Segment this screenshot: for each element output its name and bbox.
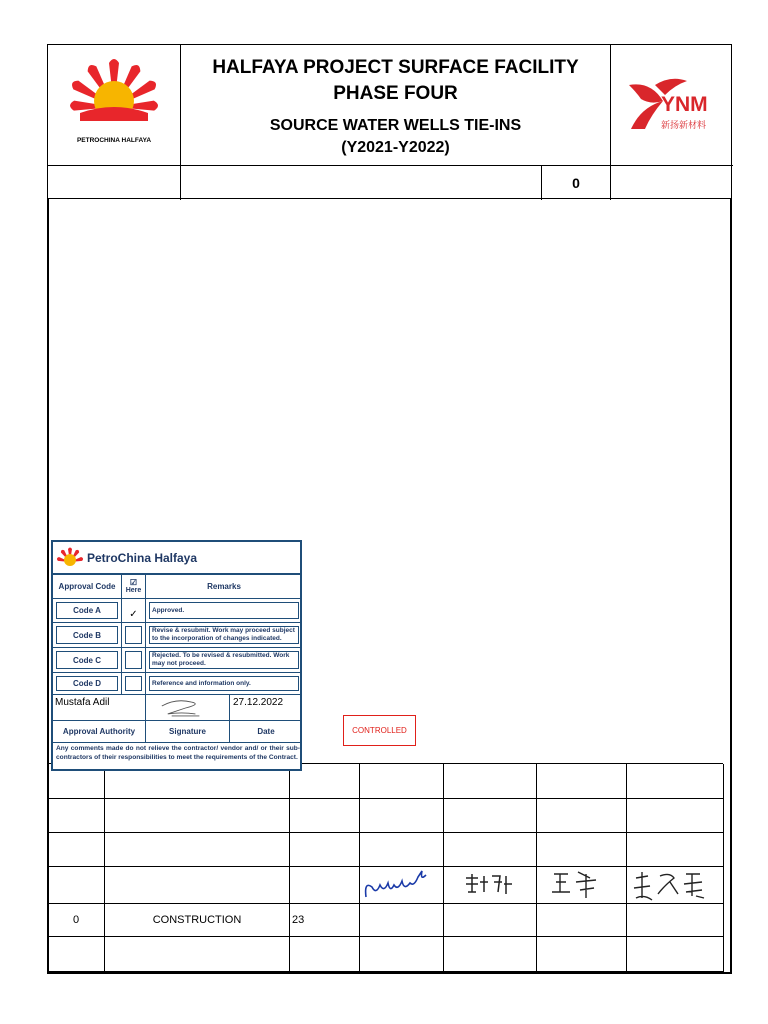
date-cell: 23	[292, 914, 305, 926]
ynm-logo	[611, 45, 733, 165]
stamp-label-row	[53, 721, 300, 743]
divider	[104, 764, 105, 971]
revision-table	[47, 763, 723, 971]
stamp-remark: Approved.	[149, 602, 299, 619]
signature-field	[146, 695, 230, 720]
document-title: SOURCE WATER WELLS TIE-INS	[269, 117, 522, 134]
signature-3	[540, 868, 623, 900]
stamp-remark: Revise & resubmit. Work may proceed subject to the incorporation of changes indicated.	[149, 626, 299, 644]
stamp-row-d	[53, 673, 300, 695]
logo-caption: PETROCHINA HALFAYA	[76, 137, 152, 144]
label-date: Date	[257, 727, 275, 736]
divider	[48, 832, 724, 833]
page-border-bottom	[47, 972, 732, 974]
stamp-col-code: Approval Code	[53, 575, 122, 598]
stamp-remark: Rejected. To be revised & resubmitted. Work may not proceed.	[149, 651, 299, 669]
signature-1	[360, 867, 443, 903]
label-signature: Signature	[146, 721, 230, 742]
stamp-col-remarks: Remarks	[207, 582, 241, 591]
divider	[48, 798, 724, 799]
stamp-code: Code A	[56, 602, 118, 619]
stamp-row-a	[53, 599, 300, 623]
divider	[536, 764, 537, 971]
stamp-column-header	[53, 575, 300, 599]
divider	[48, 165, 733, 166]
stamp-footnote: Any comments made do not relieve the contractor/ vendor and/ or their sub-contractors of their responsibilities to meet the requirements of the Contract.	[56, 745, 300, 761]
tick-mark-icon: ✓	[122, 599, 146, 622]
petrochina-small-icon	[57, 546, 83, 570]
controlled-stamp: CONTROLLED	[343, 715, 416, 746]
checkbox-icon: ☑	[129, 577, 138, 587]
authority-name: Mustafa Adil	[53, 695, 146, 720]
signature-4	[630, 868, 723, 902]
stamp-row-b	[53, 623, 300, 648]
signature-2	[448, 870, 531, 900]
approval-date: 27.12.2022	[233, 697, 284, 708]
stamp-row-c	[53, 648, 300, 673]
stamp-header	[53, 542, 300, 575]
divider	[723, 764, 724, 971]
project-title: HALFAYA PROJECT SURFACE FACILITY	[212, 57, 579, 78]
ynm-logo-text: YNM	[661, 93, 708, 116]
petrochina-emblem-icon	[48, 45, 180, 145]
revision-cell: 0	[72, 914, 80, 926]
stamp-code: Code C	[56, 651, 118, 669]
checkbox-empty	[125, 651, 142, 669]
ynm-logo-cn: 新扬新材料	[661, 120, 707, 130]
description-cell: CONSTRUCTION	[152, 914, 242, 926]
stamp-signature	[146, 696, 229, 720]
stamp-remark: Reference and information only.	[149, 676, 299, 691]
divider	[626, 764, 627, 971]
petrochina-logo	[48, 45, 180, 165]
project-phase: PHASE FOUR	[333, 83, 458, 104]
label-authority: Approval Authority	[53, 721, 146, 742]
checkbox-empty	[125, 626, 142, 644]
divider	[289, 764, 290, 971]
revision-number: 0	[572, 174, 580, 191]
stamp-col-tick: Here	[125, 586, 142, 594]
divider	[443, 764, 444, 971]
stamp-code: Code B	[56, 626, 118, 644]
divider	[48, 971, 724, 972]
stamp-company: PetroChina Halfaya	[87, 551, 198, 565]
stamp-code: Code D	[56, 676, 118, 691]
divider	[48, 936, 724, 937]
title-block	[47, 44, 732, 199]
stamp-authority-row	[53, 695, 300, 721]
document-period: (Y2021-Y2022)	[341, 139, 450, 156]
approval-stamp	[51, 540, 302, 771]
page-border-right	[730, 199, 732, 973]
checkbox-empty	[125, 676, 142, 691]
